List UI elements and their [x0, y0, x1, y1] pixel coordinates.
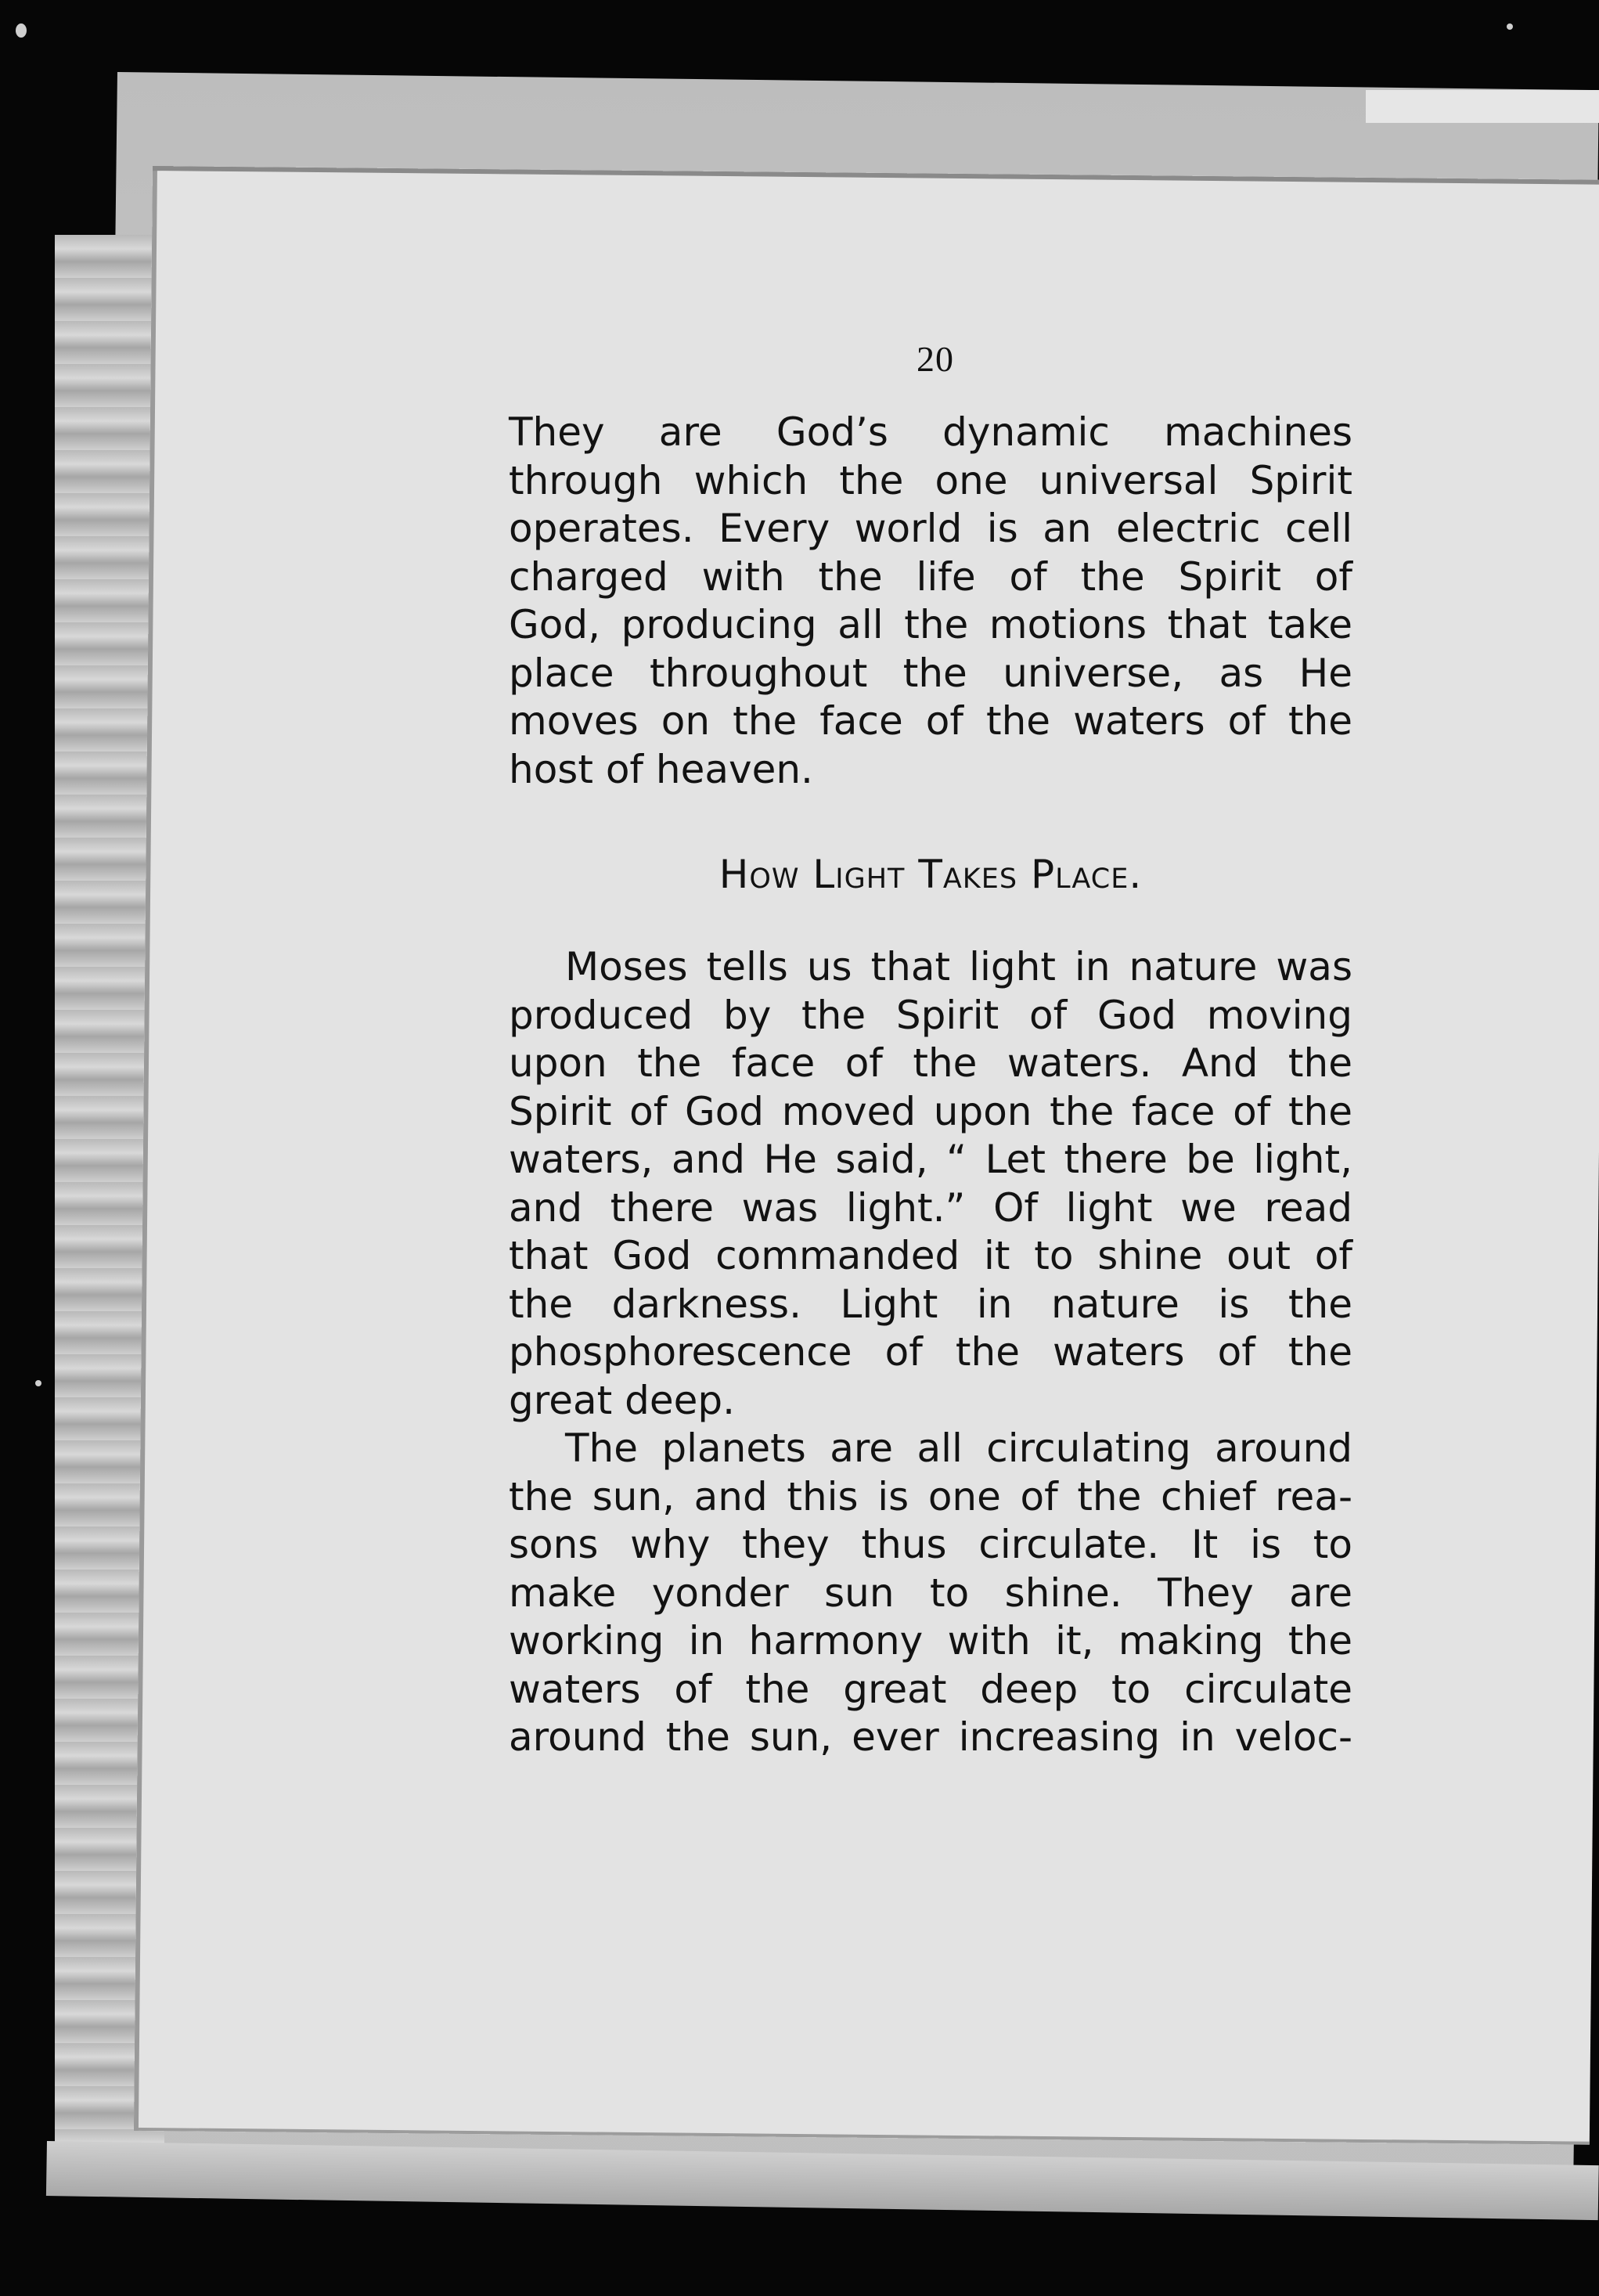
- page-number: 20: [917, 339, 954, 379]
- text-line: great deep.: [509, 1377, 735, 1423]
- text-line: operates. Every world is an electric cell: [509, 506, 1352, 551]
- paper-tab: [1366, 90, 1599, 123]
- text-line: working in harmony with it, making the: [509, 1618, 1352, 1663]
- text-line: that God commanded it to shine out of: [509, 1233, 1352, 1278]
- section-heading-text: How Light Takes Place.: [718, 852, 1143, 897]
- text-line: through which the one universal Spirit: [509, 457, 1352, 503]
- text-line: upon the face of the waters. And the: [509, 1040, 1352, 1086]
- paragraph-2-3: [509, 943, 1352, 1762]
- text-line: produced by the Spirit of God moving: [509, 992, 1352, 1038]
- text-line: waters of the great deep to circulate: [509, 1666, 1352, 1712]
- text-line: make yonder sun to shine. They are: [509, 1570, 1352, 1616]
- text-line: moves on the face of the waters of the: [509, 698, 1352, 744]
- text-line: They are God’s dynamic machines: [509, 409, 1352, 455]
- section-heading: [509, 852, 1352, 897]
- text-line: and there was light.” Of light we read: [509, 1184, 1352, 1231]
- text-line: around the sun, ever increasing in veloc-: [509, 1714, 1352, 1760]
- text-line: the darkness. Light in nature is the: [509, 1281, 1352, 1327]
- scan-speck: [35, 1380, 41, 1386]
- scan-speck: [16, 23, 27, 38]
- text-line: place throughout the universe, as He: [509, 650, 1352, 696]
- text-line: charged with the life of the Spirit of: [509, 553, 1352, 600]
- text-line: The planets are all circulating around: [565, 1426, 1352, 1471]
- text-line: God, producing all the motions that take: [509, 602, 1352, 647]
- text-line: phosphorescence of the waters of the: [509, 1329, 1352, 1375]
- text-line: host of heaven.: [509, 746, 813, 792]
- text-line: Moses tells us that light in nature was: [565, 944, 1352, 989]
- scan-speck: [1507, 23, 1513, 30]
- paragraph-1: [509, 409, 1352, 794]
- text-line: waters, and He said, “ Let there be light,: [509, 1137, 1352, 1182]
- text-line: Spirit of God moved upon the face of the: [509, 1088, 1352, 1134]
- text-line: sons why they thus circulate. It is to: [509, 1522, 1352, 1567]
- text-line: the sun, and this is one of the chief rea-: [509, 1473, 1352, 1519]
